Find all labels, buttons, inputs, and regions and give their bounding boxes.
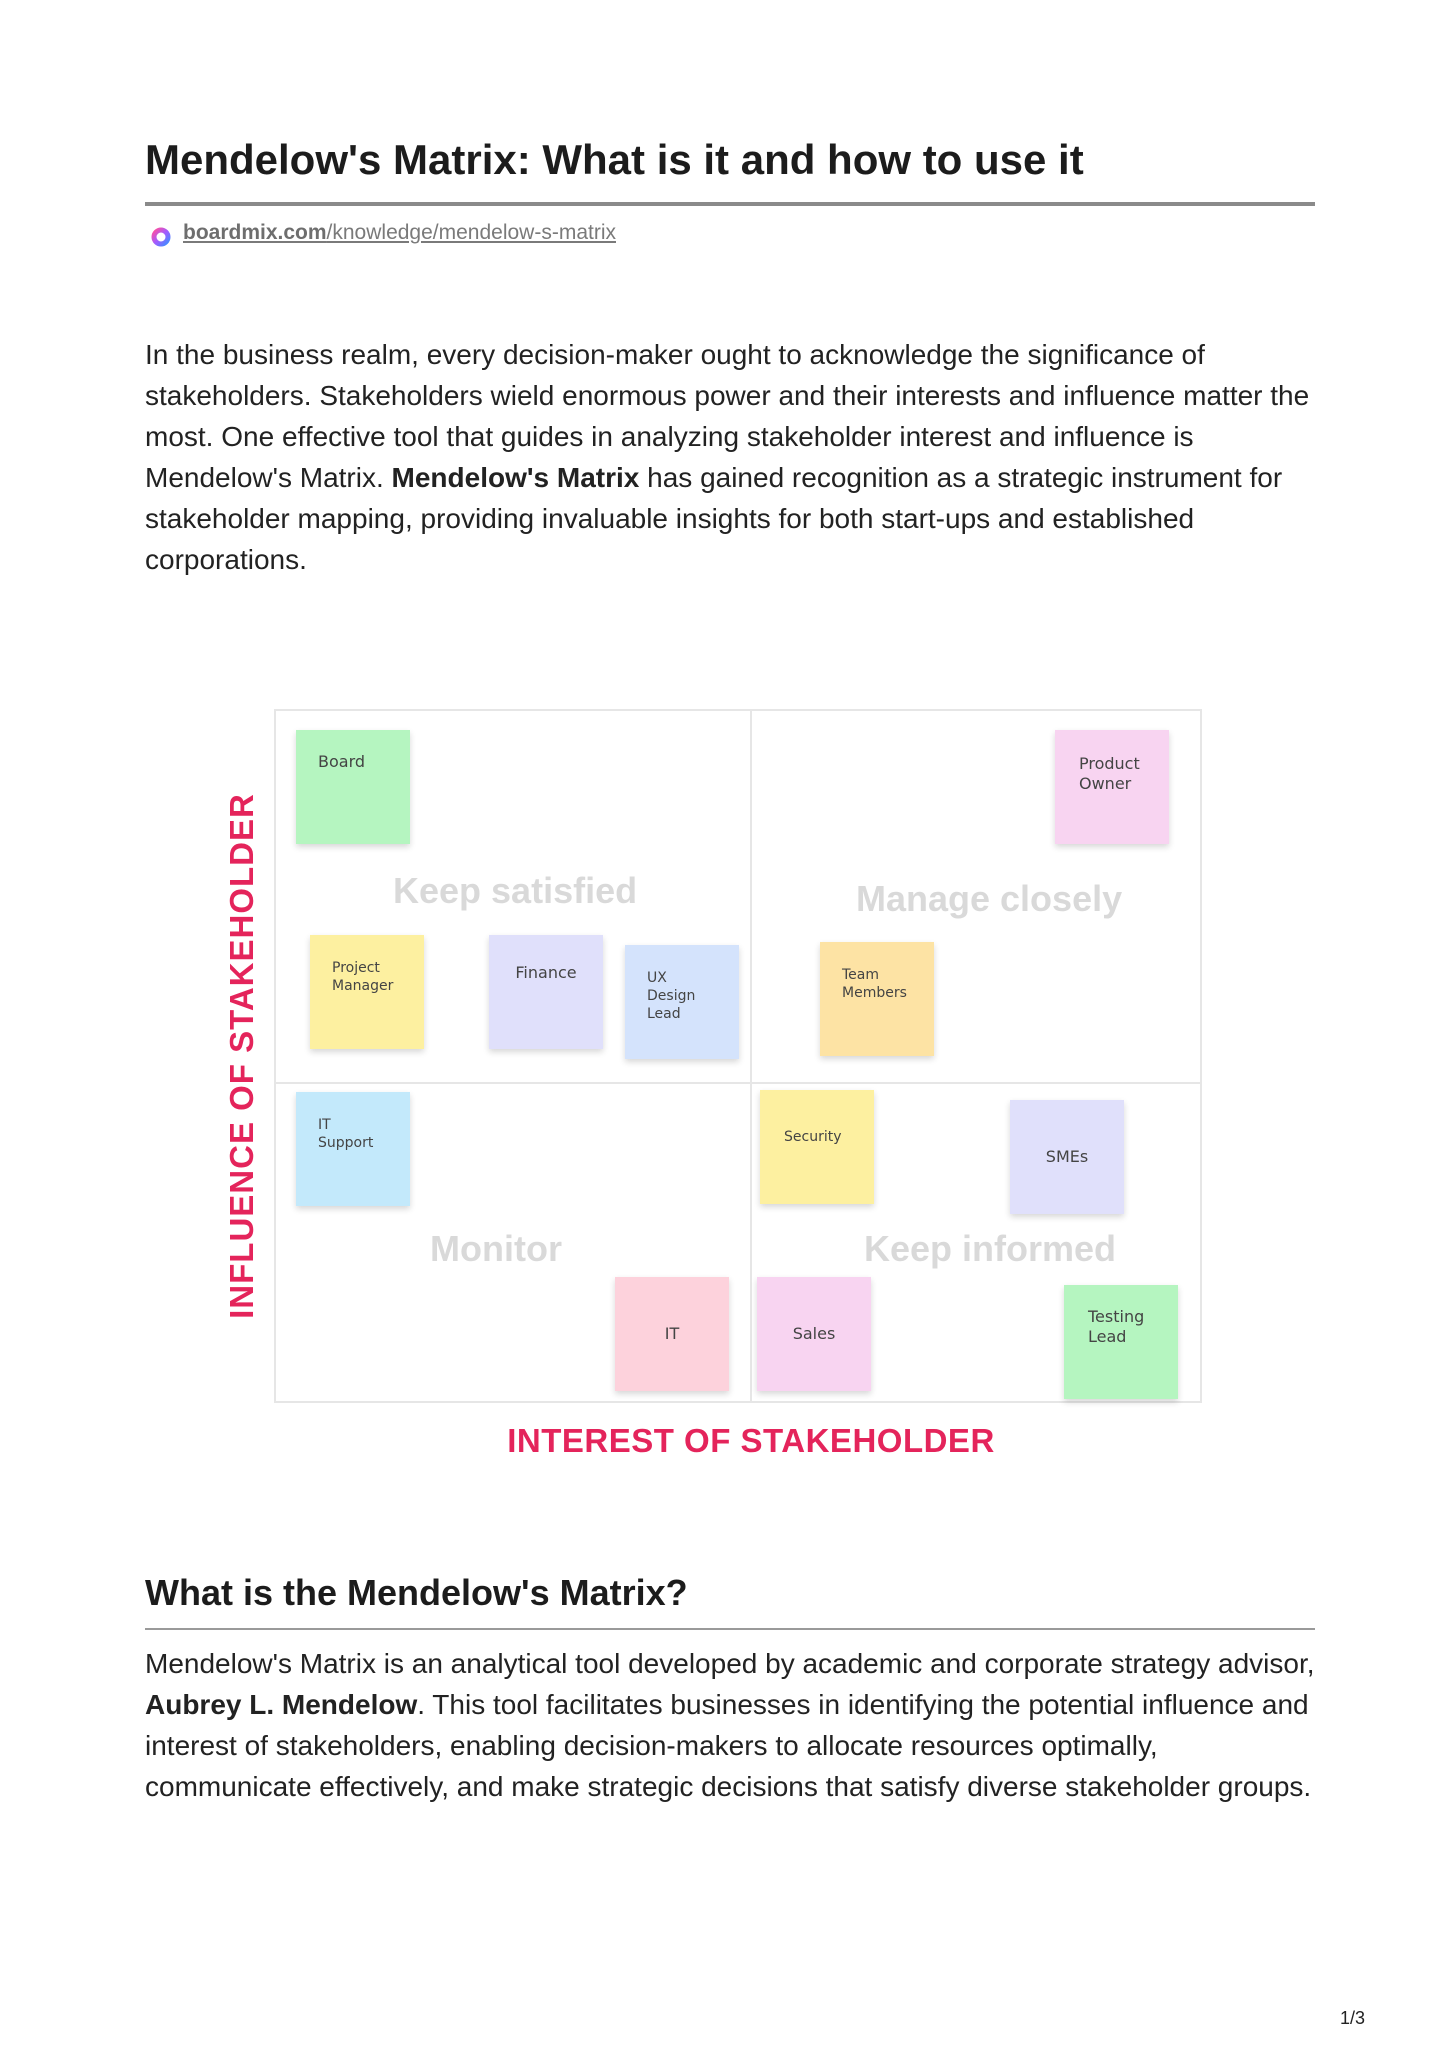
note-security: Security (760, 1090, 874, 1204)
intro-paragraph (145, 334, 1317, 580)
note-finance: Finance (489, 935, 603, 1049)
title-divider (145, 202, 1315, 206)
section-text-2: . This tool facilitates businesses in identifying the potential influence and interest of stakeholders, enabling decision-makers to allocate resources optimally, communicate effectively, and make strategic decisions that satisfy diverse stakeholder groups. (145, 1689, 1312, 1802)
y-axis-label: INFLUENCE OF STAKEHOLDER (223, 793, 260, 1319)
matrix-vertical-divider (750, 709, 752, 1401)
note-ux-design-lead: UX Design Lead (625, 945, 739, 1059)
page-title: Mendelow's Matrix: What is it and how to use it (145, 136, 1084, 183)
note-project-manager: Project Manager (310, 935, 424, 1049)
source-path: /knowledge/mendelow-s-matrix (326, 221, 616, 244)
note-smes: SMEs (1010, 1100, 1124, 1214)
intro-text-1: In the business realm, every decision-maker ought to acknowledge the significance of stakeholders. Stakeholders wield enormous power and their interests and influence matter the most. One effective tool that guides in analyzing stakeholder interest and influence is Mendelow's Matrix. (145, 339, 1310, 493)
note-board: Board (296, 730, 410, 844)
page-number: 1/3 (1340, 2008, 1366, 2028)
note-it-support: IT Support (296, 1092, 410, 1206)
quadrant-keep-satisfied: Keep satisfied (393, 870, 638, 911)
section-bold: Aubrey L. Mendelow (145, 1689, 418, 1720)
quadrant-monitor: Monitor (430, 1228, 562, 1269)
note-product-owner: Product Owner (1055, 730, 1169, 844)
quadrant-keep-informed: Keep informed (864, 1228, 1117, 1269)
note-team-members: Team Members (820, 942, 934, 1056)
quadrant-manage-closely: Manage closely (856, 878, 1123, 919)
boardmix-logo-icon (145, 218, 175, 248)
matrix-horizontal-divider (274, 1082, 1200, 1084)
note-sales: Sales (757, 1277, 871, 1391)
intro-bold: Mendelow's Matrix (391, 462, 640, 493)
source-url[interactable] (183, 221, 616, 245)
section-paragraph (145, 1643, 1317, 1807)
section-heading: What is the Mendelow's Matrix? (145, 1572, 688, 1613)
source-domain: boardmix.com (183, 221, 327, 244)
note-testing-lead: Testing Lead (1064, 1285, 1178, 1399)
x-axis-label: INTEREST OF STAKEHOLDER (507, 1422, 995, 1459)
section-divider (145, 1628, 1315, 1630)
intro-text-2: has gained recognition as a strategic instrument for stakeholder mapping, providing invaluable insights for both start-ups and established corporations. (145, 462, 1283, 575)
note-it: IT (615, 1277, 729, 1391)
source-link-row[interactable] (145, 216, 616, 250)
section-text-1: Mendelow's Matrix is an analytical tool developed by academic and corporate strategy advisor, (145, 1648, 1315, 1679)
